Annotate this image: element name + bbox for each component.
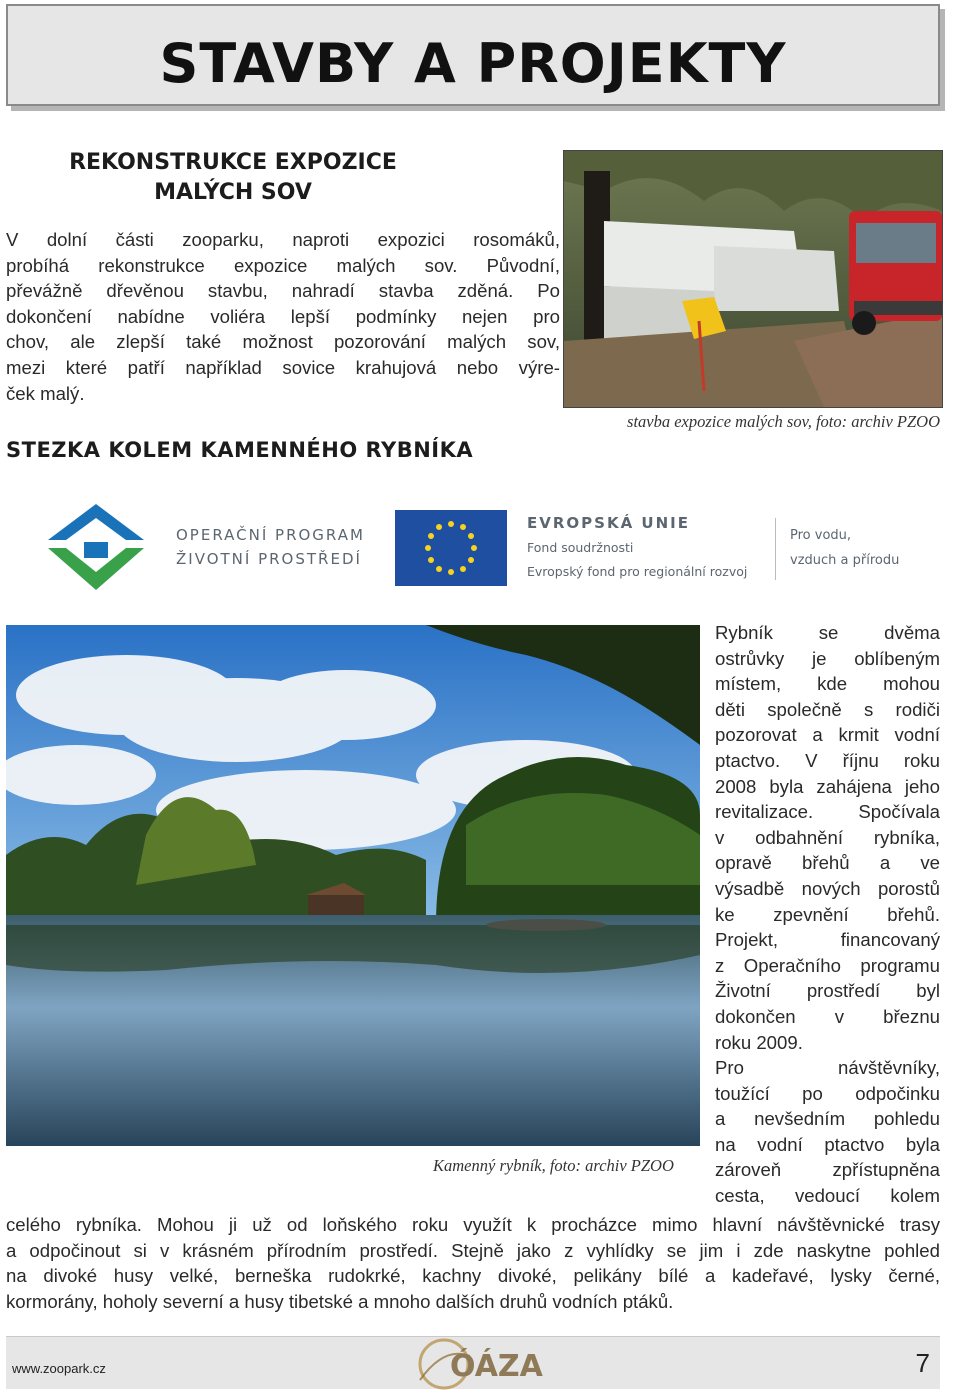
paragraph-line: Rybník se dvěma bbox=[715, 622, 940, 643]
paragraph-line: opravě břehů a ve bbox=[715, 852, 940, 874]
paragraph-line: dokončení nabídne voliéra lepší podmínky nejen pro bbox=[6, 305, 560, 327]
program-name-line: OPERAČNÍ PROGRAM bbox=[176, 526, 365, 544]
paragraph-line: z Operačního programu bbox=[715, 954, 940, 976]
eu-fund-line: Evropský fond pro regionální rozvoj bbox=[527, 564, 748, 579]
page-number: 7 bbox=[915, 1348, 930, 1378]
paragraph-line: děti společně s rodiči bbox=[715, 698, 940, 720]
paragraph-line: ke zpevnění břehů. bbox=[715, 903, 940, 925]
paragraph-line: roku 2009. bbox=[715, 1031, 803, 1053]
program-name-line: ŽIVOTNÍ PROSTŘEDÍ bbox=[176, 550, 362, 568]
logo-divider bbox=[775, 518, 776, 580]
paragraph-line: celého rybníka. Mohou ji už od loňského roku využít k procházce mimo hlavní návštěvnické trasy bbox=[6, 1214, 940, 1235]
section-title-line: REKONSTRUKCE EXPOZICE bbox=[69, 150, 397, 175]
pond-photo bbox=[6, 625, 700, 1146]
eu-flag-icon bbox=[395, 510, 507, 586]
paragraph-line: a nevšedním pohledu bbox=[715, 1108, 940, 1130]
funding-logos bbox=[0, 492, 960, 602]
paragraph-line: a odpočinout si v krásném přírodním prostředí. Stejně jako z vyhlídky se jim i zde naskytne pohled bbox=[6, 1239, 940, 1261]
paragraph-line: Pro návštěvníky, bbox=[715, 1057, 940, 1079]
section-title-pond: STEZKA KOLEM KAMENNÉHO RYBNÍKA bbox=[6, 438, 474, 462]
paragraph-line: mezi které patří například sovice krahujová nebo výre- bbox=[6, 356, 560, 378]
slogan-line: vzduch a přírodu bbox=[790, 553, 900, 568]
paragraph-line: převážně dřevěnou stavbu, nahradí stavba zděná. Po bbox=[6, 280, 560, 302]
header-banner bbox=[6, 4, 940, 106]
slogan-line: Pro vodu, bbox=[790, 528, 852, 543]
paragraph-line: na vodní ptactvo byla bbox=[715, 1133, 940, 1155]
paragraph-line: výsadbě nových porostů bbox=[715, 877, 940, 899]
paragraph-line: ostrůvky je oblíbeným bbox=[715, 647, 940, 669]
paragraph-line: pozorovat a krmit vodní bbox=[715, 724, 940, 746]
page-title: STAVBY A PROJEKTY bbox=[159, 32, 787, 95]
paragraph-line: toužící po odpočinku bbox=[715, 1082, 940, 1104]
op-zp-logo-icon bbox=[34, 500, 158, 598]
paragraph-line: zároveň zpřístupněna bbox=[715, 1159, 940, 1181]
owls-paragraph bbox=[6, 227, 560, 406]
paragraph-line: V dolní části zooparku, naproti expozici rosomáků, bbox=[6, 229, 560, 250]
paragraph-line: 2008 byla zahájena jeho bbox=[715, 775, 940, 797]
paragraph-line: Životní prostředí byl bbox=[715, 980, 940, 1002]
paragraph-line: ček malý. bbox=[6, 382, 85, 404]
paragraph-line: na divoké husy velké, berneška rudokrké, kachny divoké, pelikány bílé a kadeřavé, lysky černé, bbox=[6, 1265, 940, 1287]
paragraph-line: probíhá rekonstrukce expozice malých sov. Původní, bbox=[6, 254, 560, 276]
construction-photo-caption: stavba expozice malých sov, foto: archiv PZOO bbox=[627, 412, 940, 431]
section-title-line: MALÝCH SOV bbox=[154, 180, 312, 205]
eu-title: EVROPSKÁ UNIE bbox=[527, 514, 690, 532]
footer-url-link[interactable]: www.zoopark.cz bbox=[12, 1361, 106, 1376]
paragraph-line: kormorány, hoholy severní a husy tibetské a mnoho dalších druhů vodních ptáků. bbox=[6, 1290, 674, 1312]
paragraph-line: chov, ale zlepší také možnost pozorování malých sov, bbox=[6, 331, 560, 353]
pond-photo-image bbox=[6, 625, 700, 1146]
paragraph-line: revitalizace. Spočívala bbox=[715, 801, 940, 823]
paragraph-line: v odbahnění rybníka, bbox=[715, 826, 940, 848]
paragraph-line: místem, kde mohou bbox=[715, 673, 940, 695]
pond-paragraph-column bbox=[715, 620, 940, 1209]
section-title-owls bbox=[6, 148, 460, 208]
construction-photo bbox=[563, 150, 943, 408]
paragraph-line: ptactvo. V říjnu roku bbox=[715, 749, 940, 771]
construction-photo-image bbox=[564, 151, 942, 407]
oaza-logo-icon bbox=[400, 1336, 560, 1392]
paragraph-line: cesta, vedoucí kolem bbox=[715, 1185, 940, 1207]
pond-paragraph-full bbox=[6, 1212, 940, 1314]
paragraph-line: Projekt, financovaný bbox=[715, 929, 940, 951]
oaza-logo bbox=[400, 1336, 560, 1392]
paragraph-line: dokončen v březnu bbox=[715, 1005, 940, 1027]
pond-photo-caption: Kamenný rybník, foto: archiv PZOO bbox=[433, 1156, 674, 1175]
oaza-logo-text: ÓÁZA bbox=[450, 1349, 543, 1384]
eu-fund-line: Fond soudržnosti bbox=[527, 540, 634, 555]
